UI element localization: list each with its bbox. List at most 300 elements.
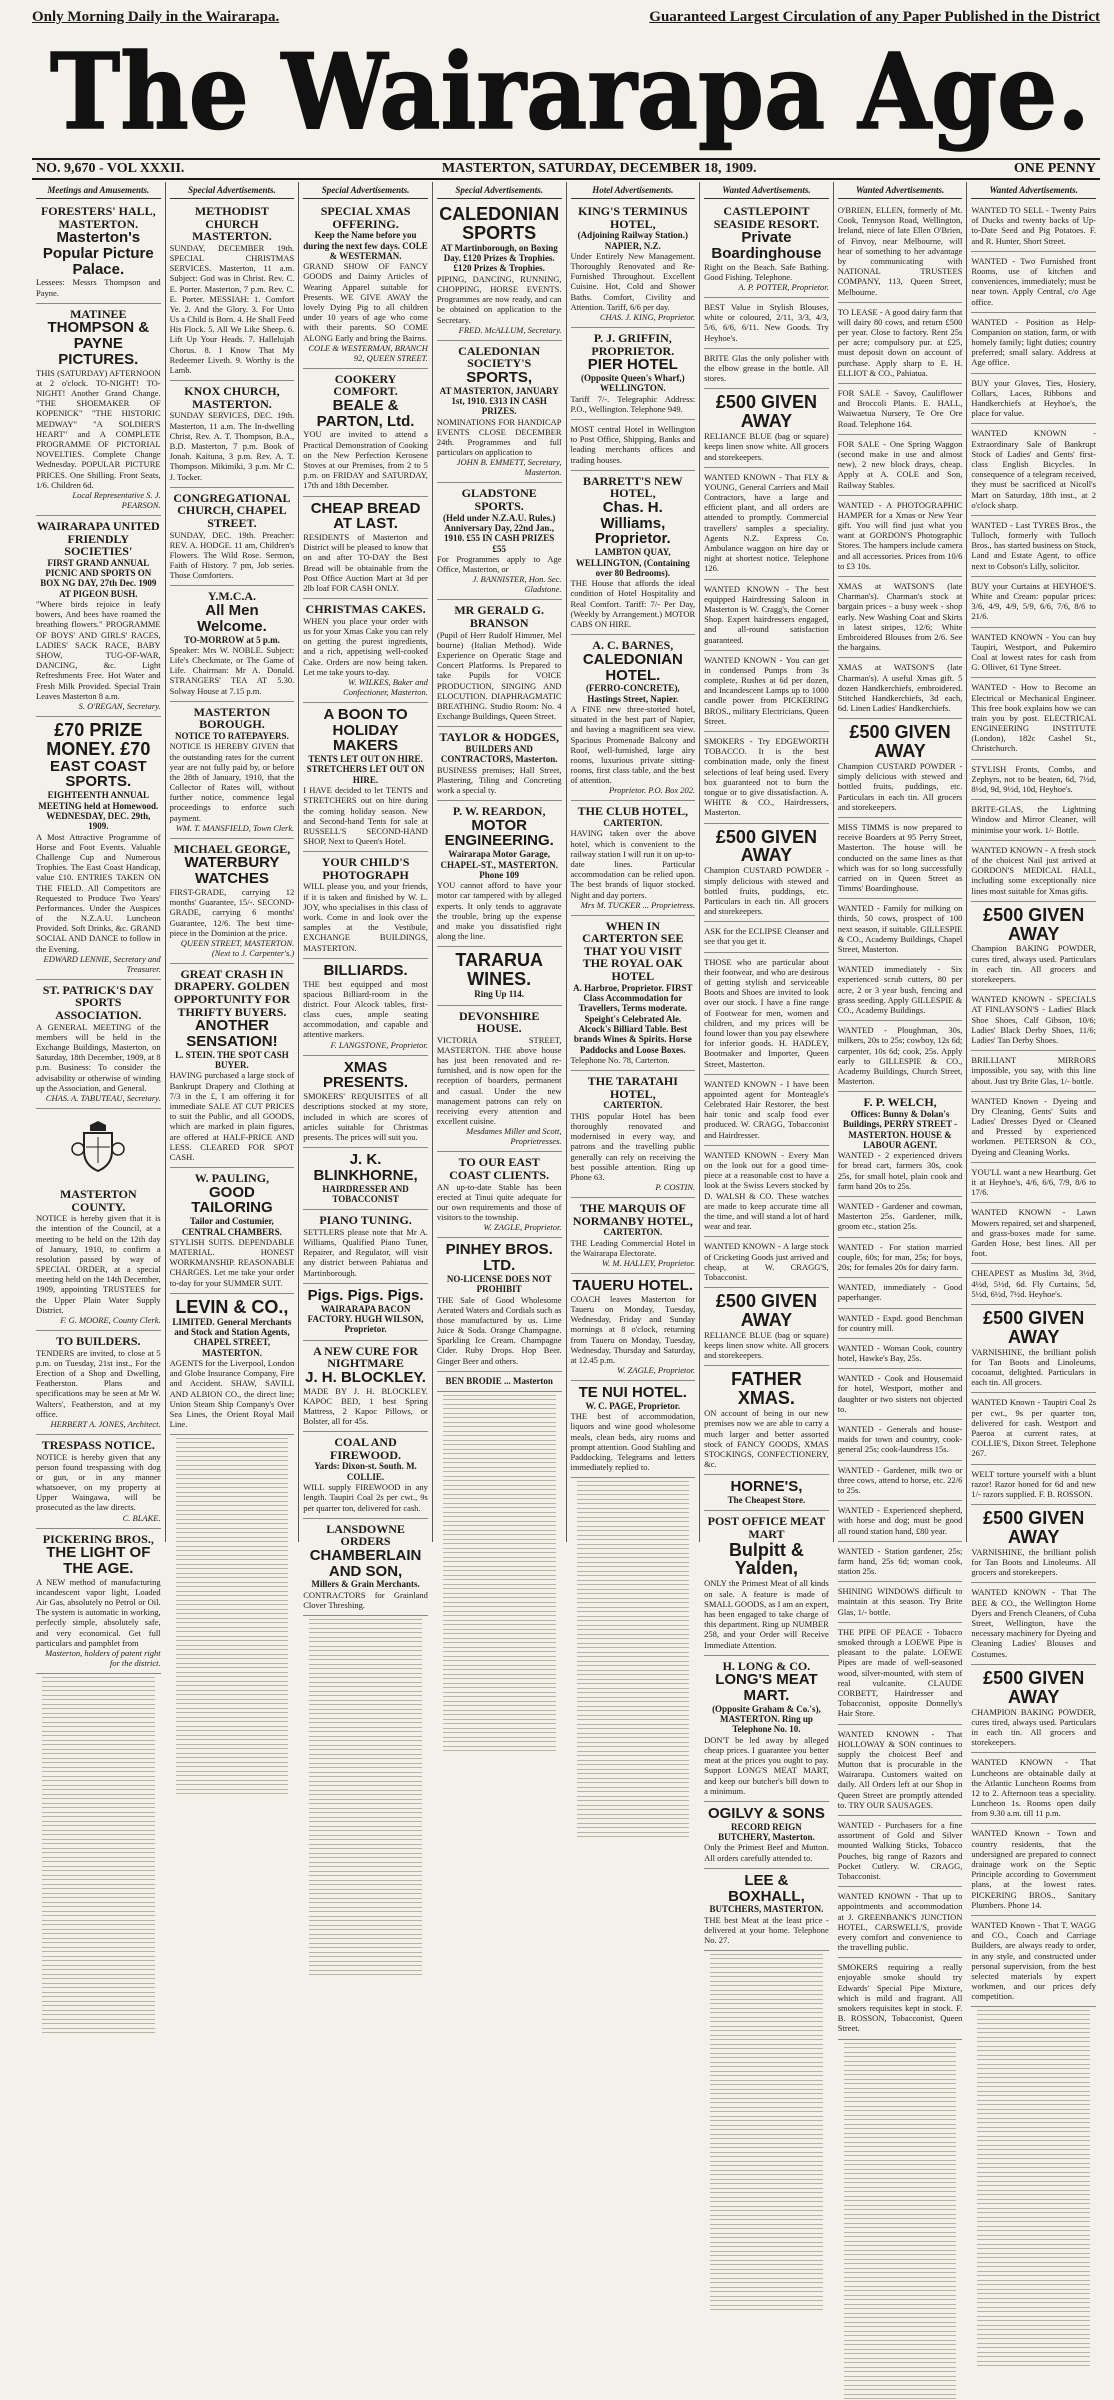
ad-heading: TAUERU HOTEL. bbox=[572, 1277, 694, 1294]
advertisement bbox=[704, 389, 829, 467]
ad-signature: CHAS. A. TABUTEAU, Secretary. bbox=[45, 1092, 161, 1103]
advertisement bbox=[838, 303, 963, 384]
ad-body-text: SHINING WINDOWS difficult to maintain at this season. Try Brite Glas, 1/- bottle. bbox=[837, 1586, 963, 1617]
filler-rule bbox=[443, 1683, 556, 1689]
advertisement bbox=[971, 1753, 1096, 1824]
ad-signature: W. ZAGLE, Proprietor. bbox=[483, 1222, 562, 1233]
filler-rule bbox=[710, 2296, 823, 2302]
filler-rule bbox=[844, 2313, 957, 2319]
ad-body-text: RESIDENTS of Masterton and District will be pleased to know that on and after TO-DAY the Best Bread will be obtainable from the Post Office Auction Mart at 3d per 2lb loaf FOR CASH ONLY. bbox=[303, 532, 428, 593]
ad-body-text: Right on the Beach. Safe Bathing. Good Fishing. Telephone. bbox=[704, 261, 829, 282]
filler-rule bbox=[42, 1947, 155, 1953]
filler-rule bbox=[710, 2233, 823, 2239]
advertisement bbox=[437, 801, 562, 947]
advertisement bbox=[437, 1238, 562, 1372]
filler-rule bbox=[577, 1643, 690, 1649]
filler-rule bbox=[844, 2151, 957, 2157]
filler-rule bbox=[42, 1965, 155, 1971]
advertisement bbox=[838, 435, 963, 496]
filler-rule bbox=[977, 2307, 1090, 2313]
filler-rule bbox=[443, 1548, 556, 1554]
advertisement bbox=[838, 1092, 963, 1197]
ad-body-text: ON account of being in our new premises now we are able to carry a much larger and better assorted stock of FANCY GOODS, XMAS STOCKINGS, CONFECTIONERY, &c. bbox=[704, 1408, 829, 1470]
advertisement bbox=[838, 960, 963, 1021]
ad-body-text: Only the Primest Beef and Mutton. All orders carefully attended to. bbox=[704, 1842, 829, 1863]
filler-rule bbox=[42, 1731, 155, 1737]
filler-rule bbox=[309, 1691, 422, 1697]
filler-rule bbox=[577, 1787, 690, 1793]
filler-rule bbox=[443, 1422, 556, 1428]
advertisement bbox=[838, 1501, 963, 1542]
ad-body-text: WANTED - Position as Help-Companion on station, farm, or with homely family; light duties; country preferred; small salary. Address at Age office. bbox=[971, 316, 1096, 368]
ad-display-text: Bulpitt & Yalden, bbox=[728, 1539, 804, 1579]
filler-rule bbox=[42, 1866, 155, 1872]
filler-rule bbox=[710, 2287, 823, 2293]
ad-display-text: FATHER XMAS. bbox=[731, 1369, 802, 1409]
ad-body-text: O'BRIEN, ELLEN, formerly of Mt. Cook, Tennyson Road, Wellington, Ireland, niece of late Ellen O'Brien, of Finvoy, near Melbourne, will hear of something to her advantage by communicating with NATIONAL TRUSTEES COMPANY, 113, Queen Street, Melbourne. bbox=[837, 205, 963, 297]
filler-rule bbox=[977, 2100, 1090, 2106]
advertisement bbox=[971, 201, 1096, 252]
filler-rule bbox=[844, 2331, 957, 2337]
filler-rule bbox=[443, 1575, 556, 1581]
column-1 bbox=[32, 182, 166, 1669]
ad-body-text: XMAS at WATSON'S (late Charman's). A useful Xmas gift. 5 dozen Handkerchiefs, embroidered. Stitched Handkerchiefs, 3d each, 6d. Linen Ladies' Handkerchiefs. bbox=[837, 662, 963, 714]
filler-rule bbox=[42, 1992, 155, 1998]
filler-rule bbox=[710, 2035, 823, 2041]
filler-rule bbox=[176, 1654, 289, 1660]
ad-body-text: SMOKERS - Try EDGEWORTH TOBACCO. It is the best combination made, only the finest selections of leaf being used. Every box guaranteed not to burn the tongue or to give dissatisfaction. A. WHITE & CO., Hairdressers, Masterton. bbox=[704, 736, 829, 818]
ad-body-text: WANTED - Last TYRES Bros., the Tulloch, formerly with Tulloch Bros., has started business on Stock, Land and Estate Agent, to office next to Cobson's Lilly, solicitor. bbox=[971, 519, 1096, 571]
filler-rule bbox=[42, 1956, 155, 1962]
ad-headline: MR GERALD G. BRANSON bbox=[454, 603, 545, 630]
filler-rule bbox=[309, 1943, 422, 1949]
ad-body-text: WANTED - Experienced shepherd, with horse and dog; must be good all round station hand, £80 year. bbox=[837, 1505, 963, 1536]
advertisement bbox=[303, 1210, 428, 1284]
filler-rule bbox=[844, 2259, 957, 2265]
filler-rule bbox=[176, 1789, 289, 1795]
filler-rule bbox=[710, 2224, 823, 2230]
filler-rule bbox=[42, 1713, 155, 1719]
filler-rule bbox=[577, 1589, 690, 1595]
filler-rule bbox=[977, 2262, 1090, 2268]
ad-subheading: (Opposite Graham & Co.'s), MASTERTON. Ring up Telephone No. 10. bbox=[712, 1703, 821, 1735]
ad-display-text: £70 PRIZE MONEY. £70 bbox=[46, 719, 151, 759]
ad-body-text: WANTED KNOWN - A fresh stock of the choicest Nail just arrived at GORDON'S MEDICAL HALL, including some exceptionally nice lines most suitable for Xmas gifts. bbox=[971, 844, 1096, 896]
ad-headline: MASTERTON COUNTY. bbox=[59, 1186, 137, 1214]
filler-rule bbox=[710, 2197, 823, 2203]
filler-rule bbox=[577, 1481, 690, 1487]
ad-body-text: VARNISHINE, the brilliant polish for Tan Boots and Linoleums, cocoanut, delighted. Particulars in each tin. All grocers. bbox=[971, 1346, 1096, 1388]
filler-rule bbox=[710, 2269, 823, 2275]
ad-body-text: Speaker: Mrs W. NOBLE. Subject: Life's Checkmate, or The Game of Life. Chairman: Mr A. Donald. STRANGERS' TEA AT 5.30. Solway House at 7.15 p.m. bbox=[169, 644, 295, 696]
advertisement bbox=[303, 599, 428, 703]
advertisement bbox=[170, 702, 295, 839]
ad-headline: WHEN IN CARTERTON SEE THAT YOU VISIT THE ROYAL OAK HOTEL bbox=[582, 918, 684, 984]
filler-rule bbox=[577, 1544, 690, 1550]
ad-body-text: WANTED Known - That T. WAGG and CO., Coach and Carriage Builders, are always ready to order, in any style, and constructed under personal supervision, from the best selected materials by expert workmen, and our prices defy competition. bbox=[971, 1919, 1096, 2002]
advertisement bbox=[303, 852, 428, 959]
ad-headline: WAIRARAPA UNITED FRIENDLY SOCIETIES' bbox=[36, 518, 160, 559]
filler-rule bbox=[710, 2170, 823, 2176]
ad-body-text: THIS popular Hotel has been thoroughly renovated and modernised in every way, and patrons and the travelling public generally can rely on receiving the best possible attention. Ring up Phone 63. bbox=[570, 1110, 696, 1182]
filler-rule bbox=[844, 2052, 957, 2058]
advertisement bbox=[704, 651, 829, 732]
filler-rule bbox=[42, 1875, 155, 1881]
ad-subheading: (FERRO-CONCRETE), Hastings Street, Napier. bbox=[585, 683, 680, 704]
filler-rule bbox=[577, 1553, 690, 1559]
advertisement bbox=[971, 1505, 1096, 1583]
filler-rule bbox=[977, 2145, 1090, 2151]
svg-text:The Wairarapa Age.: The Wairarapa Age. bbox=[50, 30, 1090, 153]
ad-heading: Pigs. Pigs. Pigs. bbox=[307, 1286, 424, 1304]
ad-body-text: XMAS at WATSON'S (late Charman's). Charman's stock at bargain prices - a busy week - shop early. New Washing Coat and Skirts in latest stripes, 12/6; White Embroidered Blouses from 2/6. See the bargains. bbox=[837, 581, 963, 653]
filler-rule bbox=[309, 1736, 422, 1742]
ad-body-text: THIS (SATURDAY) AFTERNOON at 2 o'clock. TO-NIGHT! TO-NIGHT! Another Grand Change. "THE SHOEMAKER OF KOPENICK" "THE HISTORIC MEDWAY" "A SOLDIER'S HEART" and A COMPLETE PROGRAMME OF PICTORIAL NOVELTIES. Complete Change Wednesday. POPULAR PICTURE PRICES. One Shilling. Front Seats, 1/6. Children 6d. bbox=[36, 367, 161, 490]
ad-display-text: £500 GIVEN AWAY bbox=[983, 1667, 1085, 1707]
filler-rule bbox=[844, 2385, 957, 2391]
filler-rule bbox=[977, 2055, 1090, 2061]
ad-headline: Y.M.C.A. bbox=[207, 589, 257, 604]
ad-body-text: THE House that affords the ideal condition of Hotel Hospitality and Real Comfort. Tariff: 7/- Per Day, (Weekly by Arrangement.) MOTOR CABS ON HIRE. bbox=[570, 578, 696, 629]
ad-signature: HERBERT A. JONES, Architect. bbox=[50, 1418, 161, 1429]
ad-display-text: £500 GIVEN AWAY bbox=[983, 1508, 1085, 1548]
filler-rule bbox=[42, 1722, 155, 1728]
ad-body-text: AGENTS for the Liverpool, London and Globe Insurance Company, Fire and Accident. SHAW, SAVILL AND ALBION CO., the direct line; Union Steam Ship Company's Over Sea Lines, the Orient Royal Mail Line. bbox=[169, 1358, 295, 1430]
ad-heading: All Men Welcome. bbox=[197, 602, 267, 635]
filler-rule bbox=[443, 1638, 556, 1644]
column-heading: Hotel Advertisements. bbox=[571, 182, 696, 199]
ad-signature: W. M. HALLEY, Proprietor. bbox=[601, 1258, 696, 1268]
filler-rule bbox=[309, 1655, 422, 1661]
ad-subheading: LIMITED. General Merchants and Stock and Station Agents, CHAPEL STREET, MASTERTON. bbox=[172, 1316, 292, 1358]
filler-rule bbox=[577, 1625, 690, 1631]
ad-body-text: "Where birds rejoice in leafy bowers, And bees have roamed the breathing flowers." PROGRAMME OF BOYS' AND GIRLS' RACES, LADIES' SACK RACE, BABY SHOW, TUG-OF-WAR, DANCING, &c. Light Refreshments Free. Hot Water and Fresh Milk Provided. Special Train Leaves Masterton 8 a.m. bbox=[36, 599, 161, 701]
advertisement bbox=[971, 902, 1096, 991]
filler-rule bbox=[443, 1593, 556, 1599]
filler-rule bbox=[443, 1674, 556, 1680]
ad-body-text: THE Sale of Good Wholesome Aerated Waters and Cordials such as those manufactured by us. Lime Juice & Soda. Orange Champagne. Sparkling Ice Cream. Champagne Cider. Ruby Drops. Hop Beer. Ginger Beer and others. bbox=[436, 1294, 562, 1366]
ad-body-text: WHEN you place your order with us for your Xmas Cake you can rely on getting the purest ingredients, and a rich, appetising well-cooked Cake. Orders are now being taken. Let me take yours to-day. bbox=[303, 615, 428, 677]
filler-rule bbox=[42, 1776, 155, 1782]
ad-heading: ANOTHER SENSATION! bbox=[186, 1017, 278, 1050]
ad-display-text: £500 GIVEN AWAY bbox=[983, 1307, 1085, 1347]
ad-body-text: WELT torture yourself with a blunt razor! Razor honed for 6d and new 1/- razors supplied. F. B. ROSSON. bbox=[971, 1468, 1096, 1499]
advertisement bbox=[571, 1071, 696, 1198]
ad-subheading: AT MASTERTON, JANUARY 1st, 1910. £313 IN CASH PRIZES. bbox=[439, 385, 559, 417]
filler-rule bbox=[176, 1735, 289, 1741]
filler-rule bbox=[443, 1413, 556, 1419]
advertisement bbox=[437, 947, 562, 1005]
advertisement bbox=[303, 497, 428, 600]
advertisement bbox=[971, 252, 1096, 313]
ad-body-text: WANTED KNOWN - Every Man on the look out for a good time-piece at a reasonable cost to have a look at the Swiss Levers stocked by D. WALSH & CO. These watches are made to keep accurate time all the time, and will stand a lot of hard wear and tear. bbox=[704, 1149, 829, 1232]
filler-rule bbox=[844, 2178, 957, 2184]
ad-body-text: WANTED KNOWN - Lawn Mowers repaired, set and sharpened, and grass-boxes made for same. Garden Hose, best lines. All per foot. bbox=[971, 1207, 1096, 1259]
ad-heading: BILLIARDS. bbox=[323, 961, 408, 979]
filler-rule bbox=[710, 2080, 823, 2086]
filler-rule bbox=[176, 1627, 289, 1633]
filler-rule bbox=[577, 1724, 690, 1730]
filler-rule bbox=[42, 1902, 155, 1908]
filler-rule bbox=[443, 1449, 556, 1455]
filler-rule bbox=[176, 1699, 289, 1705]
filler-rule bbox=[577, 1517, 690, 1523]
filler-rule bbox=[977, 2316, 1090, 2322]
filler-rule bbox=[577, 1742, 690, 1748]
ad-body-text: A GENERAL MEETING of the members will be held in the Exchange Buildings, Masterton, on Saturday, 18th December, 1909, at 8 p.m. Business: To consider the advisability or otherwise of winding up the Association, and General. bbox=[36, 1021, 161, 1093]
ad-body-text: WANTED - Two Furnished front Rooms, use of kitchen and conveniences, immediately; must be near town. Apply Central, c/o Age office. bbox=[971, 255, 1096, 307]
filler-rule bbox=[844, 2394, 957, 2400]
filler-rule bbox=[844, 2088, 957, 2094]
filler-rule bbox=[577, 1580, 690, 1586]
ad-body-text: WANTED - For station married couple, 60s; for man, 25s; for boys, 20s; for females 20s for dairy farm. bbox=[837, 1241, 963, 1272]
advertisement bbox=[704, 349, 829, 390]
masthead-title bbox=[40, 30, 1100, 153]
filler-rule bbox=[443, 1701, 556, 1707]
filler-rule bbox=[577, 1661, 690, 1667]
ad-headline: PICKERING BROS., bbox=[42, 1531, 154, 1546]
advertisement bbox=[704, 1366, 829, 1475]
advertisement bbox=[838, 1420, 963, 1461]
ad-body-text: VARNISHINE, the brilliant polish for Tan Boots and Linoleums. All grocers and storekeepers. bbox=[971, 1546, 1096, 1578]
filler-rule bbox=[176, 1501, 289, 1507]
filler-rule bbox=[176, 1726, 289, 1732]
filler-rule bbox=[844, 2079, 957, 2085]
advertisement bbox=[36, 717, 161, 980]
ad-body-text: STYLISH SUITS. DEPENDABLE MATERIAL. HONEST WORKMANSHIP. REASONABLE CHARGES. Let me take your order to-day for your SUMMER SUIT. bbox=[169, 1236, 295, 1288]
ad-subheading: (Opposite Queen's Wharf,) WELLINGTON. bbox=[581, 372, 685, 394]
filler-rule bbox=[443, 1584, 556, 1590]
ad-subheading: BUILDERS AND CONTRACTORS, Masterton. bbox=[440, 743, 558, 765]
filler-rule bbox=[176, 1600, 289, 1606]
ad-subheading: TENTS LET OUT ON HIRE. STRETCHERS LET OUT ON HIRE. bbox=[306, 754, 425, 785]
filler-rule bbox=[977, 2271, 1090, 2277]
ad-body-text: WILL supply FIREWOOD in any length. Taupiri Coal 2s per cwt., 9s per quarter ton, delivered for cash. bbox=[303, 1482, 428, 1513]
filler-rule bbox=[309, 1925, 422, 1931]
ad-body-text: Lessees: Messrs Thompson and Payne. bbox=[36, 277, 161, 298]
advertisement bbox=[838, 1725, 963, 1817]
advertisement bbox=[36, 980, 161, 1109]
ad-signature: Masterton, holders of patent right for the district. bbox=[45, 1648, 161, 1669]
filler-rule bbox=[309, 1772, 422, 1778]
column-5 bbox=[567, 182, 701, 1542]
advertisement bbox=[303, 1432, 428, 1518]
ad-body-text: BEST Value in Stylish Blouses, white or coloured, 2/11, 3/3, 4/3, 5/6, 6/6, 6/11. New Goods. Try Heyhoe's. bbox=[704, 302, 829, 343]
ad-headline: A NEW CURE FOR NIGHTMARE bbox=[313, 1343, 418, 1371]
columns bbox=[32, 182, 1100, 2034]
filler-rule bbox=[977, 2163, 1090, 2169]
filler-rule bbox=[42, 1677, 155, 1683]
ad-headline: COAL AND FIREWOOD. bbox=[330, 1435, 402, 1462]
filler-rule bbox=[309, 1682, 422, 1688]
filler-rule bbox=[844, 2223, 957, 2229]
ad-body-text: WANTED - Family for milking on thirds, 50 cows, prospect of 100 next season, if suitable. GILLESPIE & CO., Academy Buildings, Chapel Street, Masterton. bbox=[837, 903, 963, 955]
advertisement bbox=[704, 824, 829, 923]
filler-rule bbox=[443, 1728, 556, 1734]
filler-rule bbox=[844, 2142, 957, 2148]
filler-rule bbox=[42, 1848, 155, 1854]
filler-rule bbox=[577, 1832, 690, 1838]
column-8 bbox=[967, 182, 1100, 2002]
filler-rule bbox=[844, 2277, 957, 2283]
ad-heading: Masterton's Popular Picture Palace. bbox=[42, 229, 154, 278]
filler-rule bbox=[309, 1745, 422, 1751]
filler-rule bbox=[977, 2037, 1090, 2043]
ad-body-text: WILL please you, and your friends, if it is taken and finished by W. L. JOY, who specialises in this class of work. Come in and look over the samples at the Vestibule, EXCHANGE BUILDINGS, MASTERTON. bbox=[303, 881, 428, 953]
ad-subheading: TO-MORROW at 5 p.m. bbox=[183, 634, 280, 645]
ad-display-text: £500 GIVEN AWAY bbox=[983, 904, 1085, 944]
filler-rule bbox=[577, 1751, 690, 1757]
ad-body-text: YOU'LL want a new Heartburg. Get it at Heyhoe's, 4/6, 6/6, 7/9, 8/6 to 17/6. bbox=[971, 1166, 1096, 1198]
filler-rule bbox=[710, 2143, 823, 2149]
ad-subheading: NO-LICENSE DOES NOT PROHIBIT bbox=[446, 1273, 552, 1295]
ad-body-text: CONTRACTORS for Grainland Clover Threshing. bbox=[303, 1589, 428, 1610]
ad-headline: ST. PATRICK'S DAY SPORTS ASSOCIATION. bbox=[42, 982, 154, 1023]
ad-heading: J. K. BLINKHORNE, bbox=[313, 1151, 418, 1184]
ad-body-text: HAVING taken over the above hotel, which is convenient to the railway station I will run it on up-to-date lines. Particular accommodation can be relied upon. The best brands of liquor stocked. Night and day porters. bbox=[570, 828, 696, 900]
ad-body-text: A FINE new three-storied hotel, situated in the best part of Napier, and having a magnificent sea view. Spacious Promenade Balcony and Roof, well-furnished, large airy rooms, luxurious private sitting-rooms, first class table, and the best of attention. bbox=[570, 703, 696, 786]
ad-signature: P. COSTIN. bbox=[655, 1182, 696, 1193]
filler-rule bbox=[42, 2001, 155, 2007]
ad-display-text: CALEDONIAN SPORTS bbox=[439, 204, 560, 243]
advertisement bbox=[971, 313, 1096, 374]
ad-headline: COOKERY COMFORT. bbox=[333, 371, 398, 399]
filler-rule bbox=[176, 1555, 289, 1561]
ad-signature: QUEEN STREET, MASTERTON. (Next to J. Carpenter's.) bbox=[180, 937, 295, 958]
filler-rule bbox=[309, 1709, 422, 1715]
ad-body-text: VICTORIA STREET, MASTERTON. THE above house has just been renovated and re-furnished, and is now open for the reception of boarders, permanent and casual. Under the new management patrons can rely on receiving every attention and excellent cuisine. bbox=[436, 1034, 562, 1127]
ad-display-text: £500 GIVEN AWAY bbox=[849, 722, 951, 762]
filler-rule bbox=[844, 2043, 957, 2049]
ad-body-text: I HAVE decided to let TENTS and STRETCHERS out on hire during the coming holiday season. New and Second-hand Tents for sale at RUSSELL'S SECOND-HAND SHOP, Next to Queen's Hotel. bbox=[303, 785, 428, 847]
ad-subheading: CARTERTON. bbox=[603, 1100, 663, 1111]
ad-headline: MATINEE bbox=[70, 306, 127, 321]
column-heading: Special Advertisements. bbox=[437, 182, 562, 199]
advertisement bbox=[838, 1582, 963, 1623]
filler-rule bbox=[309, 1619, 422, 1625]
filler-rule bbox=[42, 1686, 155, 1692]
advertisement bbox=[303, 1148, 428, 1210]
filler-rule bbox=[977, 2073, 1090, 2079]
filler-rule bbox=[443, 1692, 556, 1698]
filler-rule bbox=[977, 2118, 1090, 2124]
advertisement bbox=[303, 1341, 428, 1433]
filler-rule bbox=[577, 1652, 690, 1658]
ad-signature: Mesdames Miller and Scott, Proprietresses. bbox=[466, 1126, 562, 1147]
advertisement bbox=[838, 818, 963, 899]
filler-rule bbox=[977, 2280, 1090, 2286]
filler-rule bbox=[309, 1871, 422, 1877]
ad-body-text: WANTED KNOWN - That up to appointments and accommodation at J. GREENBANK'S JUNCTION HOTEL, CARSWELL'S, provide every comfort and convenience to the travelling public. bbox=[837, 1891, 963, 1953]
filler-rule bbox=[710, 2251, 823, 2257]
advertisement bbox=[838, 1238, 963, 1279]
filler-rule bbox=[443, 1611, 556, 1617]
ad-body-text: GRAND SHOW OF FANCY GOODS and Dainty Articles of Wearing Apparel suitable for Presents. WE GIVE AWAY the lovely Dying Pig to all children under 10 years of age who come with their parents. SO COME ALONG Early and bring the Bairns. bbox=[303, 261, 428, 343]
ad-subheading: The Cheapest Store. bbox=[727, 1495, 806, 1506]
advertisement bbox=[838, 1623, 963, 1725]
filler-rule bbox=[844, 2214, 957, 2220]
ad-body-text: A NEW method of manufacturing incandescent vapor light, Loaded Air Gas, absolutely no Petrol or Oil. The system is automatic in working, perfectly simple, absolutely safe, and very economical. Get full particulars and pamphlet from bbox=[36, 1576, 161, 1648]
filler-rule bbox=[710, 2098, 823, 2104]
ad-body-text: FIRST-GRADE, carrying 12 months' Guarantee, 15/-. SECOND-GRADE, carrying 6 months' Guarantee, 12/6. The best time-piece in the Dominion at the price. bbox=[169, 886, 295, 938]
advertisement bbox=[971, 424, 1096, 516]
column-heading: Special Advertisements. bbox=[303, 182, 428, 199]
filler-rule bbox=[710, 2026, 823, 2032]
filler-rule bbox=[977, 2136, 1090, 2142]
ad-heading: Private Boardinghouse bbox=[711, 229, 822, 262]
ad-subheading: W. C. PAGE, Proprietor. bbox=[585, 1400, 681, 1411]
filler-rule bbox=[176, 1708, 289, 1714]
filler-rule bbox=[443, 1746, 556, 1752]
ad-headline: SPECIAL XMAS OFFERING. bbox=[320, 204, 411, 231]
ad-body-text: YOU are invited to attend a Practical Demonstration of Cooking on the New Perfection Kerosene Stoves at our Premises, from 2 to 5 p.m. on FRIDAY and SATURDAY, 17th and 18th December. bbox=[303, 429, 428, 491]
filler-rule bbox=[443, 1485, 556, 1491]
column-3 bbox=[299, 182, 433, 1610]
filler-rule bbox=[977, 2190, 1090, 2196]
filler-rule bbox=[710, 1963, 823, 1969]
advertisement bbox=[838, 719, 963, 818]
advertisement bbox=[838, 1542, 963, 1583]
filler-rule bbox=[42, 1884, 155, 1890]
ad-body-text: THE best Meat at the least price - delivered at your home. Telephone No. 27. bbox=[704, 1914, 829, 1945]
ad-heading: WATERBURY WATCHES bbox=[184, 854, 280, 888]
ad-display-text: £500 GIVEN AWAY bbox=[715, 1291, 817, 1330]
filler-rule bbox=[710, 2008, 823, 2014]
filler-rule bbox=[443, 1665, 556, 1671]
advertisement bbox=[437, 1372, 562, 1392]
advertisement bbox=[36, 1109, 161, 1331]
filler-rule bbox=[443, 1647, 556, 1653]
advertisement bbox=[36, 516, 161, 717]
filler-rule bbox=[443, 1404, 556, 1410]
advertisement bbox=[971, 577, 1096, 628]
filler-rule bbox=[443, 1494, 556, 1500]
ad-subheading: FIRST GRAND ANNUAL PICNIC AND SPORTS ON BOX NG DAY, 27th Dec. 1909 AT PIGEON BUSH. bbox=[40, 557, 157, 599]
ad-body-text: THE best equipped and most spacious Billiard-room in the district. Four Alcock tables, first-class cues, ample seating accommodation, and capable and attentive markers. bbox=[303, 978, 428, 1040]
filler-rule bbox=[577, 1490, 690, 1496]
advertisement bbox=[704, 201, 829, 298]
advertisement bbox=[971, 1264, 1096, 1305]
ad-heading: OGILVY & SONS bbox=[707, 1804, 825, 1822]
ad-headline: DEVONSHIRE HOUSE. bbox=[458, 1008, 540, 1036]
filler-rule bbox=[42, 1704, 155, 1710]
ad-body-text: BUY your Gloves, Ties, Hosiery, Collars, Laces, Ribbons and Handkerchiefs at Heyhoe's, the place for value. bbox=[971, 377, 1096, 419]
filler-rule bbox=[309, 1934, 422, 1940]
ad-body-text: WANTED Known - Taupiri Coal 2s per cwt., 9s per quarter ton, delivered for cash. Westport and Paeroa at current rates, at COLLIE'S, Dixon Street. Telephone 267. bbox=[971, 1397, 1096, 1459]
ad-headline: LANSDOWNE ORDERS bbox=[326, 1521, 405, 1549]
advertisement bbox=[704, 1869, 829, 1951]
left-slogan: Only Morning Daily in the Wairarapa. bbox=[32, 8, 280, 25]
filler-rule bbox=[309, 1718, 422, 1724]
filler-rule bbox=[844, 2133, 957, 2139]
filler-rule bbox=[844, 2241, 957, 2247]
advertisement bbox=[36, 304, 161, 516]
ad-body-text: NOMINATIONS FOR HANDICAP EVENTS CLOSE DECEMBER 24th. Programmes and full particulars on application to bbox=[436, 416, 562, 458]
ad-headline: H. LONG & CO. bbox=[722, 1658, 811, 1673]
ad-body-text: Under Entirely New Management. Thoroughly Renovated and Re-Furnished Throughout. Excellent Cuisine. Hot, Cold and Shower Baths. Comfort, Civility and Attention. Tariff, 6/6 per day. bbox=[570, 250, 696, 312]
ad-subheading: NOTICE TO RATEPAYERS. bbox=[175, 731, 289, 741]
filler-rule bbox=[176, 1492, 289, 1498]
filler-rule bbox=[443, 1503, 556, 1509]
filler-rule bbox=[176, 1753, 289, 1759]
ad-body-text: THOSE who are particular about their footwear, and who are desirous of getting stylish and serviceable Boots and Shoes are invited to look over our stock. I have a fine range of Footwear for men, women and children, and my prices will be found lower than you pay elsewhere for inferior goods. H. HADLEY, Bootmaker and Importer, Queen Street, Masterton. bbox=[704, 956, 829, 1069]
filler-rule bbox=[176, 1609, 289, 1615]
advertisement bbox=[838, 1021, 963, 1092]
filler-rule bbox=[977, 2289, 1090, 2295]
filler-rule bbox=[42, 1695, 155, 1701]
ad-signature: COLE & WESTERMAN, BRANCH 92, QUEEN STREET. bbox=[308, 342, 428, 363]
ad-body-text: WANTED - Cook and Housemaid for hotel, Westport, mother and daughter or two sisters not objected to. bbox=[837, 1373, 963, 1414]
